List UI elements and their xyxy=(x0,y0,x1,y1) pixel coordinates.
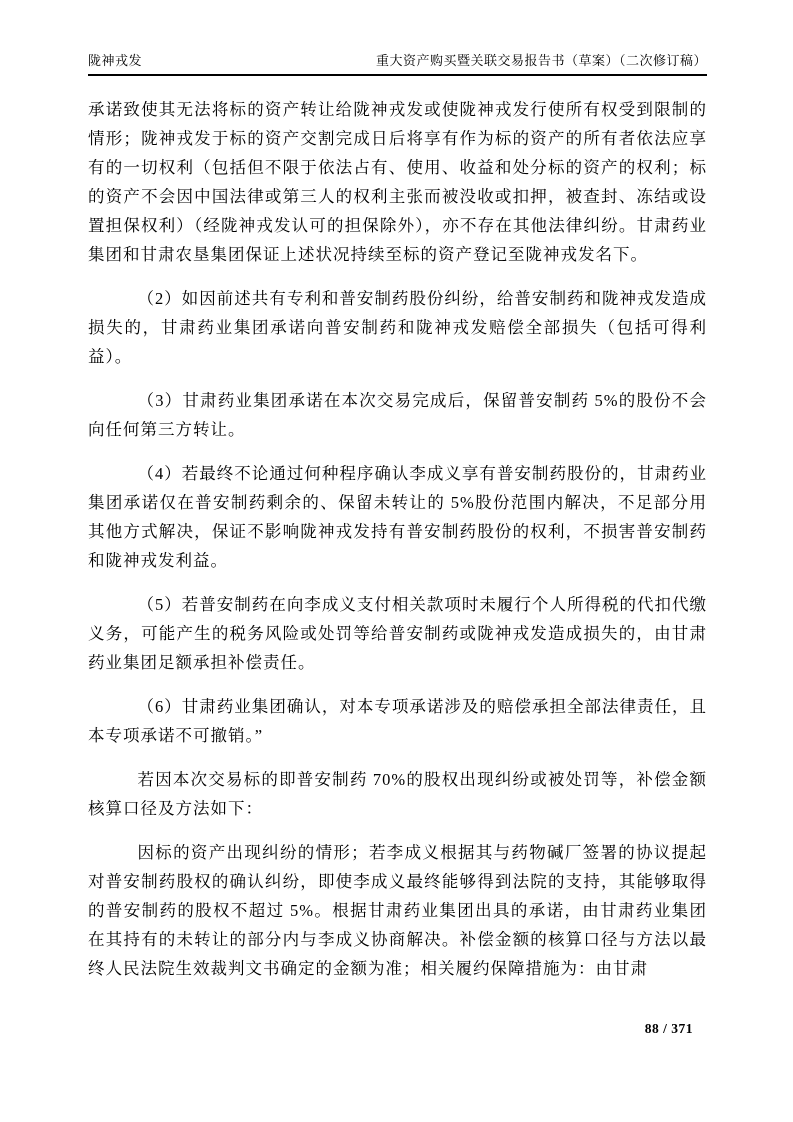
paragraph-item-5: （5）若普安制药在向李成义支付相关款项时未履行个人所得税的代扣代缴义务，可能产生的税务风险或处罚等给普安制药或陇神戎发造成损失的，由甘肃药业集团足额承担补偿责任。 xyxy=(88,595,707,672)
paragraph-compensation-detail: 因标的资产出现纠纷的情形；若李成义根据其与药物碱厂签署的协议提起对普安制药股权的确认纠纷，即使李成义最终能够得到法院的支持，其能够取得的普安制药的股权不超过 5%。根据甘肃药业集团出具的承诺，由甘肃药业集团在其持有的未转让的部分内与李成义协商解决。补偿金额的核算口径与方法以最终人民法院生效裁判文书确定的金额为准；相关履约保障措施为：由甘肃 xyxy=(88,843,707,978)
header-company-name: 陇神戎发 xyxy=(88,53,143,68)
paragraph-item-2: （2）如因前述共有专利和普安制药股份纠纷，给普安制药和陇神戎发造成损失的，甘肃药业集团承诺向普安制药和陇神戎发赔偿全部损失（包括可得利益）。 xyxy=(88,289,707,366)
header-report-title: 重大资产购买暨关联交易报告书（草案）（二次修订稿） xyxy=(375,53,707,68)
paragraph-item-4: （4）若最终不论通过何种程序确认李成义享有普安制药股份的，甘肃药业集团承诺仅在普安制药剩余的、保留未转让的 5%股份范围内解决，不足部分用其他方式解决，保证不影响陇神戎发持有普安制药股份的权利，不损害普安制药和陇神戎发利益。 xyxy=(88,464,707,570)
document-body xyxy=(88,95,707,983)
paragraph-compensation-intro: 若因本次交易标的即普安制药 70%的股权出现纠纷或被处罚等，补偿金额核算口径及方法如下： xyxy=(88,770,707,818)
paragraph-item-6: （6）甘肃药业集团确认，对本专项承诺涉及的赔偿承担全部法律责任，且本专项承诺不可撤销。” xyxy=(88,697,707,745)
paragraph-continuation: 承诺致使其无法将标的资产转让给陇神戎发或使陇神戎发行使所有权受到限制的情形；陇神戎发于标的资产交割完成日后将享有作为标的资产的所有者依法应享有的一切权利（包括但不限于依法占有、使用、收益和处分标的资产的权利；标的资产不会因中国法律或第三人的权利主张而被没收或扣押，被查封、冻结或设置担保权利）（经陇神戎发认可的担保除外），亦不存在其他法律纠纷。甘肃药业集团和甘肃农垦集团保证上述状况持续至标的资产登记至陇神戎发名下。 xyxy=(88,100,707,264)
page-number: 88 / 371 xyxy=(644,1021,693,1036)
page-header xyxy=(88,52,707,76)
paragraph-item-3: （3）甘肃药业集团承诺在本次交易完成后，保留普安制药 5%的股份不会向任何第三方转让。 xyxy=(88,391,707,439)
